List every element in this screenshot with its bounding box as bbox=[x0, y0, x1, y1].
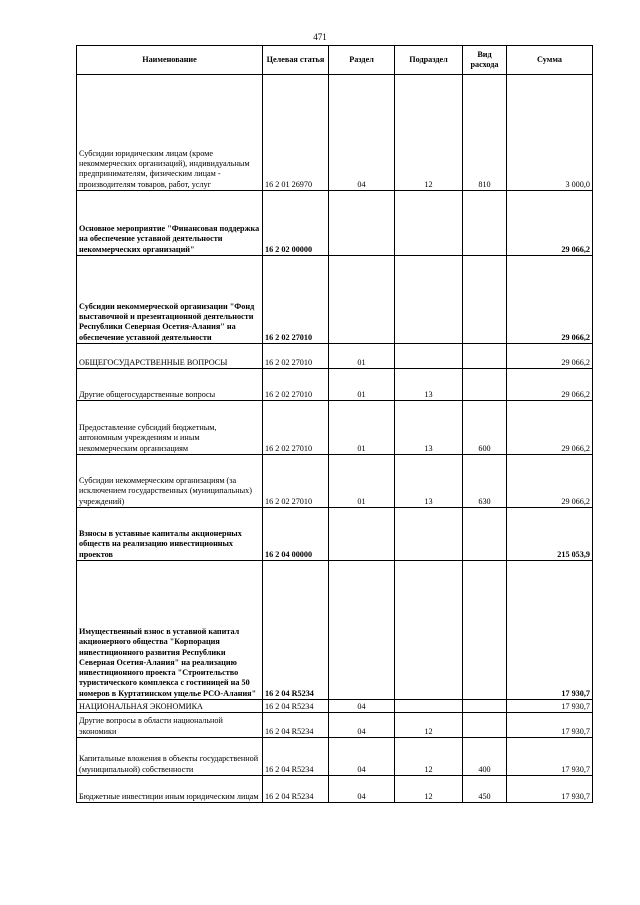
cell-subsection bbox=[395, 256, 463, 344]
cell-section: 04 bbox=[329, 713, 395, 738]
table-header-row bbox=[77, 46, 593, 75]
cell-section: 01 bbox=[329, 455, 395, 508]
cell-name: Субсидии юридическим лицам (кроме некоммерческих организаций), индивидуальным предпринимателям, физическим лицам - производителям товаров, работ, услуг bbox=[77, 75, 263, 191]
cell-subsection bbox=[395, 508, 463, 561]
cell-name: Основное мероприятие "Финансовая поддержка на обеспечение уставной деятельности некоммерческих организаций" bbox=[77, 191, 263, 256]
cell-amount: 29 066,2 bbox=[507, 455, 593, 508]
table-row bbox=[77, 455, 593, 508]
cell-subsection bbox=[395, 700, 463, 713]
cell-expense-type bbox=[463, 713, 507, 738]
cell-name: Другие общегосударственные вопросы bbox=[77, 369, 263, 401]
header-section: Раздел bbox=[329, 46, 395, 75]
cell-subsection: 12 bbox=[395, 738, 463, 776]
cell-name: Субсидии некоммерческим организациям (за исключением государственных (муниципальных) учреждений) bbox=[77, 455, 263, 508]
cell-section bbox=[329, 191, 395, 256]
header-expense-type: Вид расхода bbox=[463, 46, 507, 75]
cell-subsection: 13 bbox=[395, 369, 463, 401]
cell-amount: 17 930,7 bbox=[507, 738, 593, 776]
cell-code: 16 2 04 R5234 bbox=[263, 738, 329, 776]
table-row bbox=[77, 75, 593, 191]
cell-section: 04 bbox=[329, 776, 395, 803]
cell-expense-type bbox=[463, 508, 507, 561]
table-row bbox=[77, 713, 593, 738]
cell-code: 16 2 04 R5234 bbox=[263, 713, 329, 738]
cell-expense-type bbox=[463, 561, 507, 700]
cell-name: Имущественный взнос в уставной капитал акционерного общества "Корпорация инвестиционного развития Республики Северная Осетия-Алания" на реализацию инвестиционного проекта "Строительство туристического комплекса с гостиницей на 50 номеров в Куртатинском ущелье РСО-Алания" bbox=[77, 561, 263, 700]
cell-code: 16 2 02 27010 bbox=[263, 401, 329, 455]
header-subsection: Подраздел bbox=[395, 46, 463, 75]
cell-expense-type bbox=[463, 369, 507, 401]
cell-amount: 215 053,9 bbox=[507, 508, 593, 561]
cell-expense-type: 450 bbox=[463, 776, 507, 803]
table-row bbox=[77, 191, 593, 256]
cell-subsection: 13 bbox=[395, 401, 463, 455]
cell-amount: 29 066,2 bbox=[507, 369, 593, 401]
table-row bbox=[77, 256, 593, 344]
cell-section: 04 bbox=[329, 700, 395, 713]
cell-amount: 29 066,2 bbox=[507, 191, 593, 256]
cell-name: Капитальные вложения в объекты государственной (муниципальной) собственности bbox=[77, 738, 263, 776]
page-number: 471 bbox=[313, 32, 327, 42]
cell-section bbox=[329, 561, 395, 700]
cell-name: Предоставление субсидий бюджетным, автономным учреждениям и иным некоммерческим организациям bbox=[77, 401, 263, 455]
cell-expense-type bbox=[463, 344, 507, 369]
cell-subsection bbox=[395, 344, 463, 369]
table-row bbox=[77, 344, 593, 369]
cell-subsection: 12 bbox=[395, 776, 463, 803]
cell-amount: 17 930,7 bbox=[507, 561, 593, 700]
cell-code: 16 2 04 R5234 bbox=[263, 776, 329, 803]
cell-code: 16 2 02 27010 bbox=[263, 369, 329, 401]
cell-amount: 29 066,2 bbox=[507, 344, 593, 369]
table-row bbox=[77, 508, 593, 561]
cell-expense-type: 810 bbox=[463, 75, 507, 191]
cell-section: 04 bbox=[329, 738, 395, 776]
cell-code: 16 2 02 27010 bbox=[263, 455, 329, 508]
cell-name: Субсидии некоммерческой организации "Фонд выставочной и презентационной деятельности Республики Северная Осетия-Алания" на обеспечение уставной деятельности bbox=[77, 256, 263, 344]
cell-name: Взносы в уставные капиталы акционерных обществ на реализацию инвестиционных проектов bbox=[77, 508, 263, 561]
cell-amount: 17 930,7 bbox=[507, 713, 593, 738]
cell-expense-type bbox=[463, 256, 507, 344]
header-name: Наименование bbox=[77, 46, 263, 75]
table-row bbox=[77, 738, 593, 776]
budget-table bbox=[76, 45, 593, 803]
cell-subsection: 12 bbox=[395, 75, 463, 191]
table-row bbox=[77, 401, 593, 455]
cell-subsection bbox=[395, 561, 463, 700]
header-code: Целевая статья bbox=[263, 46, 329, 75]
cell-code: 16 2 04 R5234 bbox=[263, 700, 329, 713]
cell-name: ОБЩЕГОСУДАРСТВЕННЫЕ ВОПРОСЫ bbox=[77, 344, 263, 369]
cell-code: 16 2 02 27010 bbox=[263, 256, 329, 344]
cell-expense-type: 600 bbox=[463, 401, 507, 455]
cell-name: Другие вопросы в области национальной экономики bbox=[77, 713, 263, 738]
cell-subsection: 12 bbox=[395, 713, 463, 738]
cell-section: 01 bbox=[329, 401, 395, 455]
cell-amount: 29 066,2 bbox=[507, 401, 593, 455]
cell-amount: 3 000,0 bbox=[507, 75, 593, 191]
cell-section bbox=[329, 508, 395, 561]
cell-expense-type: 630 bbox=[463, 455, 507, 508]
cell-subsection: 13 bbox=[395, 455, 463, 508]
cell-section: 01 bbox=[329, 369, 395, 401]
cell-section: 01 bbox=[329, 344, 395, 369]
cell-amount: 17 930,7 bbox=[507, 700, 593, 713]
cell-expense-type: 400 bbox=[463, 738, 507, 776]
table-row bbox=[77, 776, 593, 803]
cell-name: Бюджетные инвестиции иным юридическим лицам bbox=[77, 776, 263, 803]
table-row bbox=[77, 369, 593, 401]
table-row bbox=[77, 700, 593, 713]
cell-expense-type bbox=[463, 700, 507, 713]
cell-amount: 17 930,7 bbox=[507, 776, 593, 803]
cell-code: 16 2 04 00000 bbox=[263, 508, 329, 561]
cell-code: 16 2 04 R5234 bbox=[263, 561, 329, 700]
cell-section bbox=[329, 256, 395, 344]
cell-amount: 29 066,2 bbox=[507, 256, 593, 344]
cell-code: 16 2 02 27010 bbox=[263, 344, 329, 369]
header-amount: Сумма bbox=[507, 46, 593, 75]
cell-code: 16 2 01 26970 bbox=[263, 75, 329, 191]
cell-section: 04 bbox=[329, 75, 395, 191]
cell-subsection bbox=[395, 191, 463, 256]
cell-expense-type bbox=[463, 191, 507, 256]
cell-code: 16 2 02 00000 bbox=[263, 191, 329, 256]
table-row bbox=[77, 561, 593, 700]
cell-name: НАЦИОНАЛЬНАЯ ЭКОНОМИКА bbox=[77, 700, 263, 713]
